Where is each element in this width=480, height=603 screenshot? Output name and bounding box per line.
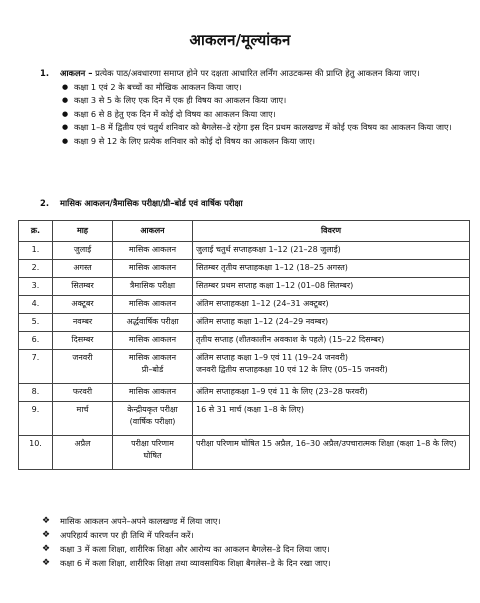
cell-month	[53, 314, 113, 332]
cell-line: अक्टूबर	[71, 299, 94, 308]
cell-details	[193, 260, 470, 278]
cell-month	[53, 436, 113, 470]
section-intro-paragraph	[60, 66, 460, 80]
cell-line: 3.	[31, 281, 40, 290]
cell-month	[53, 384, 113, 402]
cell-line: परीक्षा परिणाम घोषित 15 अप्रैल, 16–30 अप्रैल/उपचारात्मक शिक्षा (कक्षा 1–8 के लिए)	[196, 439, 457, 448]
cell-line: जनवरी	[72, 353, 93, 362]
assessment-bullet-list	[40, 81, 460, 148]
cell-line: जुलाई चतुर्थ सप्ताहकक्षा 1–12 (21–28 जुलाई)	[196, 245, 341, 254]
section-number: 1.	[40, 68, 50, 78]
cell-assessment	[113, 402, 193, 436]
cell-details	[193, 296, 470, 314]
cell-line: घोषित	[143, 450, 162, 460]
cell-details	[193, 314, 470, 332]
cell-details	[193, 350, 470, 384]
cell-serial	[19, 436, 53, 470]
cell-line: अंतिम सप्ताह कक्षा 1–12 (24–29 नवम्बर)	[196, 317, 329, 326]
cell-line: अंतिम सप्ताहकक्षा 1–12 (24–31 अक्टूबर)	[196, 299, 329, 308]
cell-line: मार्च	[76, 405, 89, 414]
table-row	[19, 384, 470, 402]
bullet-item: ● कक्षा 6 से 8 हेतु एक दिन में कोई दो विषय का आकलन किया जाए।	[62, 108, 460, 121]
cell-line: (वार्षिक परीक्षा)	[129, 416, 176, 426]
note-text: मासिक आकलन अपने–अपने कालखण्ड में लिया जाए।	[60, 516, 221, 526]
four-diamond-star-icon: ❖	[42, 558, 51, 568]
table-row	[19, 296, 470, 314]
cell-line: मासिक आकलन	[128, 353, 177, 362]
section-exam-heading	[40, 198, 243, 209]
column-header-assessment: आकलन	[113, 221, 193, 242]
cell-line: नवम्बर	[72, 317, 93, 326]
table-row	[19, 242, 470, 260]
cell-assessment	[113, 260, 193, 278]
cell-line: 9.	[31, 405, 40, 414]
cell-line: 4.	[31, 299, 40, 308]
cell-line: केन्द्रीयकृत परीक्षा	[127, 405, 178, 414]
cell-line: मासिक आकलन	[128, 245, 177, 254]
cell-line: अगस्त	[73, 263, 92, 272]
cell-assessment	[113, 350, 193, 384]
cell-serial	[19, 384, 53, 402]
exam-schedule-table	[18, 220, 470, 470]
cell-line: मासिक आकलन	[128, 263, 177, 272]
note-text: कक्षा 6 में कला शिक्षा, शारीरिक शिक्षा तथा व्यावसायिक शिक्षा बैगलेस–डे के दिन रखा जाए।	[60, 558, 331, 568]
notes-list	[42, 514, 462, 570]
cell-line: मासिक आकलन	[128, 387, 177, 396]
section-heading: आकलन –	[60, 68, 93, 78]
cell-line: मासिक आकलन	[128, 299, 177, 308]
cell-serial	[19, 296, 53, 314]
cell-line: प्री–बोर्ड	[141, 364, 164, 374]
four-diamond-star-icon: ❖	[42, 530, 51, 540]
section-heading: मासिक आकलन/त्रैमासिक परीक्षा/प्री–बोर्ड एवं वार्षिक परीक्षा	[60, 198, 243, 208]
cell-line: 6.	[31, 335, 40, 344]
cell-month	[53, 242, 113, 260]
cell-assessment	[113, 278, 193, 296]
cell-serial	[19, 278, 53, 296]
note-item	[42, 528, 462, 542]
cell-line: 7.	[31, 353, 40, 362]
table-body	[19, 242, 470, 470]
bullet-item: ● कक्षा 1 एवं 2 के बच्चों का मौखिक आकलन किया जाए।	[62, 81, 460, 94]
cell-month	[53, 278, 113, 296]
bullet-item: ● कक्षा 9 से 12 के लिए प्रत्येक शनिवार को कोई दो विषय का आकलन किया जाए।	[62, 135, 460, 148]
column-header-month: माह	[53, 221, 113, 242]
note-item	[42, 514, 462, 528]
cell-line: जनवरी द्वितीय सप्ताहकक्षा 10 एवं 12 के लिए (05–15 जनवरी)	[196, 364, 388, 374]
cell-details	[193, 278, 470, 296]
cell-line: 2.	[31, 263, 40, 272]
note-text: कक्षा 3 में कला शिक्षा, शारीरिक शिक्षा और आरोग्य का आकलन बैगलेस–डे दिन लिया जाए।	[60, 544, 330, 554]
table-header-row	[19, 221, 470, 242]
cell-line: अर्द्धवार्षिक परीक्षा	[126, 317, 179, 326]
note-item	[42, 542, 462, 556]
section-intro: प्रत्येक पाठ/अवधारणा समाप्त होने पर दक्षता आधारित लर्निंग आउटकम्स की प्राप्ति हेतु आकलन किया जाए।	[95, 68, 420, 78]
cell-line: परीक्षा परिणाम	[131, 439, 174, 448]
bullet-item: ● कक्षा 3 से 5 के लिए एक दिन में एक ही विषय का आकलन किया जाए।	[62, 94, 460, 107]
cell-details	[193, 384, 470, 402]
cell-month	[53, 260, 113, 278]
table-row	[19, 260, 470, 278]
cell-line: दिसम्बर	[71, 335, 94, 344]
cell-details	[193, 402, 470, 436]
cell-line: 8.	[31, 387, 40, 396]
cell-assessment	[113, 332, 193, 350]
cell-line: अंतिम सप्ताह कक्षा 1–9 एवं 11 (19–24 जनवरी)	[196, 353, 349, 362]
cell-line: अंतिम सप्ताहकक्षा 1–9 एवं 11 के लिए (23–28 फरवरी)	[196, 387, 368, 396]
table-row	[19, 278, 470, 296]
cell-serial	[19, 314, 53, 332]
cell-serial	[19, 402, 53, 436]
cell-line: 5.	[31, 317, 40, 326]
table-row	[19, 350, 470, 384]
table-row	[19, 332, 470, 350]
cell-serial	[19, 350, 53, 384]
cell-line: जुलाई	[73, 245, 92, 254]
cell-month	[53, 296, 113, 314]
cell-serial	[19, 332, 53, 350]
cell-serial	[19, 260, 53, 278]
cell-line: सितम्बर प्रथम सप्ताह कक्षा 1–12 (01–08 सितम्बर)	[196, 281, 354, 290]
column-header-serial: क्र.	[19, 221, 53, 242]
cell-line: अप्रैल	[74, 439, 91, 448]
four-diamond-star-icon: ❖	[42, 544, 51, 554]
note-item	[42, 556, 462, 570]
cell-line: फरवरी	[72, 387, 93, 396]
cell-line: मासिक आकलन	[128, 335, 177, 344]
table-row	[19, 402, 470, 436]
cell-details	[193, 332, 470, 350]
cell-serial	[19, 242, 53, 260]
bullet-item: ● कक्षा 1–8 में द्वितीय एवं चतुर्थ शनिवार को बैगलेस–डे रहेगा इस दिन प्रथम कालखण्ड में कोई एक विषय का आकलन किया जाए।	[62, 121, 460, 134]
cell-assessment	[113, 384, 193, 402]
cell-assessment	[113, 314, 193, 332]
table-row	[19, 436, 470, 470]
table-row	[19, 314, 470, 332]
cell-line: 10.	[29, 439, 42, 448]
section-assessment	[40, 66, 460, 148]
cell-line: 1.	[31, 245, 40, 254]
page-title: आकलन/मूल्यांकन	[189, 31, 291, 49]
cell-line: 16 से 31 मार्च (कक्षा 1–8 के लिए)	[196, 405, 304, 414]
cell-assessment	[113, 296, 193, 314]
cell-line: त्रैमासिक परीक्षा	[129, 281, 176, 290]
section-number: 2.	[40, 198, 50, 208]
cell-month	[53, 332, 113, 350]
cell-assessment	[113, 242, 193, 260]
cell-assessment	[113, 436, 193, 470]
cell-line: तृतीय सप्ताह (शीतकालीन अवकाश के पहले) (15–22 दिसम्बर)	[196, 335, 385, 344]
cell-line: सितम्बर	[71, 281, 94, 290]
note-text: अपरिहार्य कारण पर ही तिथि में परिवर्तन करें।	[60, 530, 194, 540]
four-diamond-star-icon: ❖	[42, 516, 51, 526]
cell-details	[193, 436, 470, 470]
cell-line: सितम्बर तृतीय सप्ताहकक्षा 1–12 (18–25 अगस्त)	[196, 263, 348, 272]
column-header-details: विवरण	[193, 221, 470, 242]
cell-month	[53, 402, 113, 436]
cell-details	[193, 242, 470, 260]
cell-month	[53, 350, 113, 384]
